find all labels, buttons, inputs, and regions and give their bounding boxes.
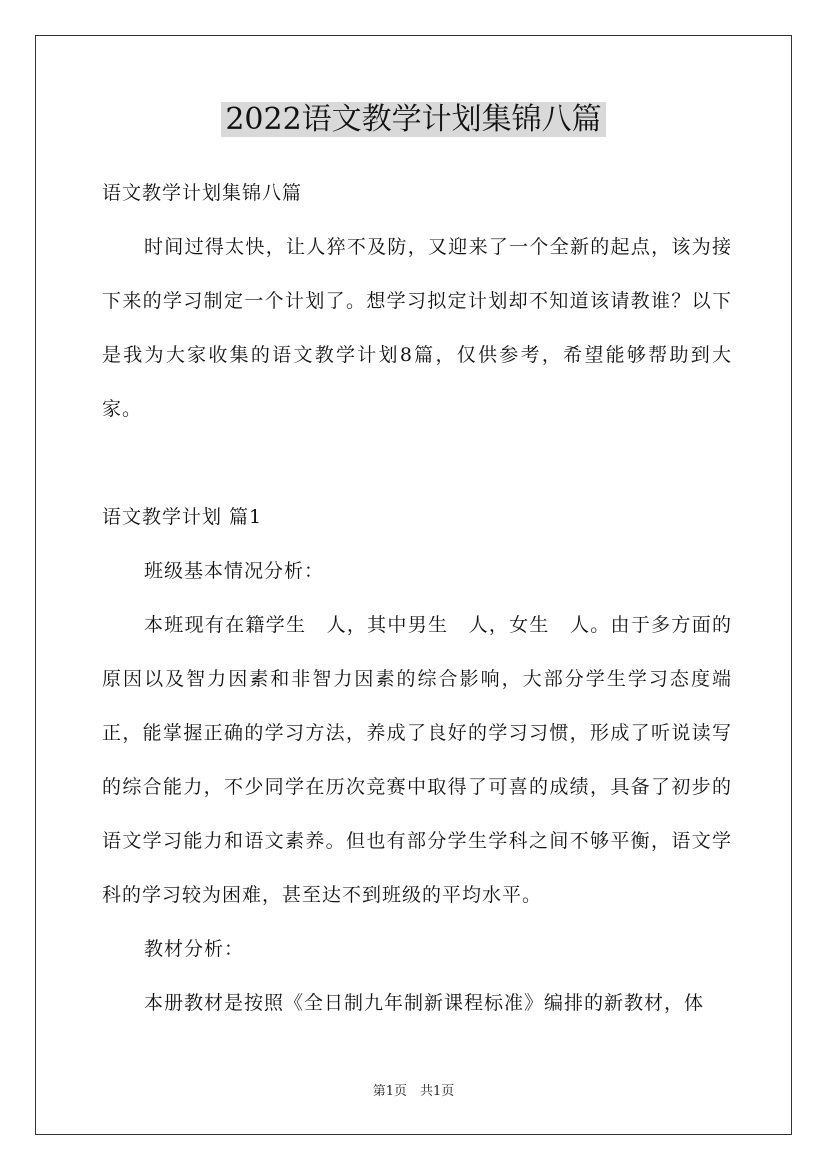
document-title [0, 96, 827, 144]
document-body [102, 166, 732, 1030]
textbook-analysis-paragraph: 本册教材是按照《全日制九年制新课程标准》编排的新教材，体 [144, 992, 705, 1014]
class-analysis-paragraph: 本班现有在籍学生 人，其中男生 人，女生 人。由于多方面的原因以及智力因素和非智力因素的综合影响，大部分学生学习态度端正，能掌握正确的学习方法，养成了良好的学习习惯，形成了听说读写的综合能力，不少同学在历次竞赛中取得了可喜的成绩，具备了初步的语文学习能力和语文素养。但也有部分学生学科之间不够平衡，语文学科的学习较为困难，甚至达不到班级的平均水平。 [102, 614, 732, 906]
paragraph-gap [102, 436, 732, 490]
document-title-text: 2022语文教学计划集锦八篇 [221, 102, 605, 137]
page-footer: 第1页 共1页 [372, 1084, 455, 1099]
class-analysis-heading: 班级基本情况分析： [144, 560, 325, 582]
document-subtitle: 语文教学计划集锦八篇 [102, 182, 303, 204]
section-heading: 语文教学计划 篇1 [102, 506, 263, 528]
intro-paragraph: 时间过得太快，让人猝不及防，又迎来了一个全新的起点，该为接下来的学习制定一个计划了。想学习拟定计划却不知道该请教谁？以下是我为大家收集的语文教学计划8篇，仅供参考，希望能够帮助到大家。 [102, 236, 732, 420]
textbook-analysis-heading: 教材分析： [144, 938, 245, 960]
